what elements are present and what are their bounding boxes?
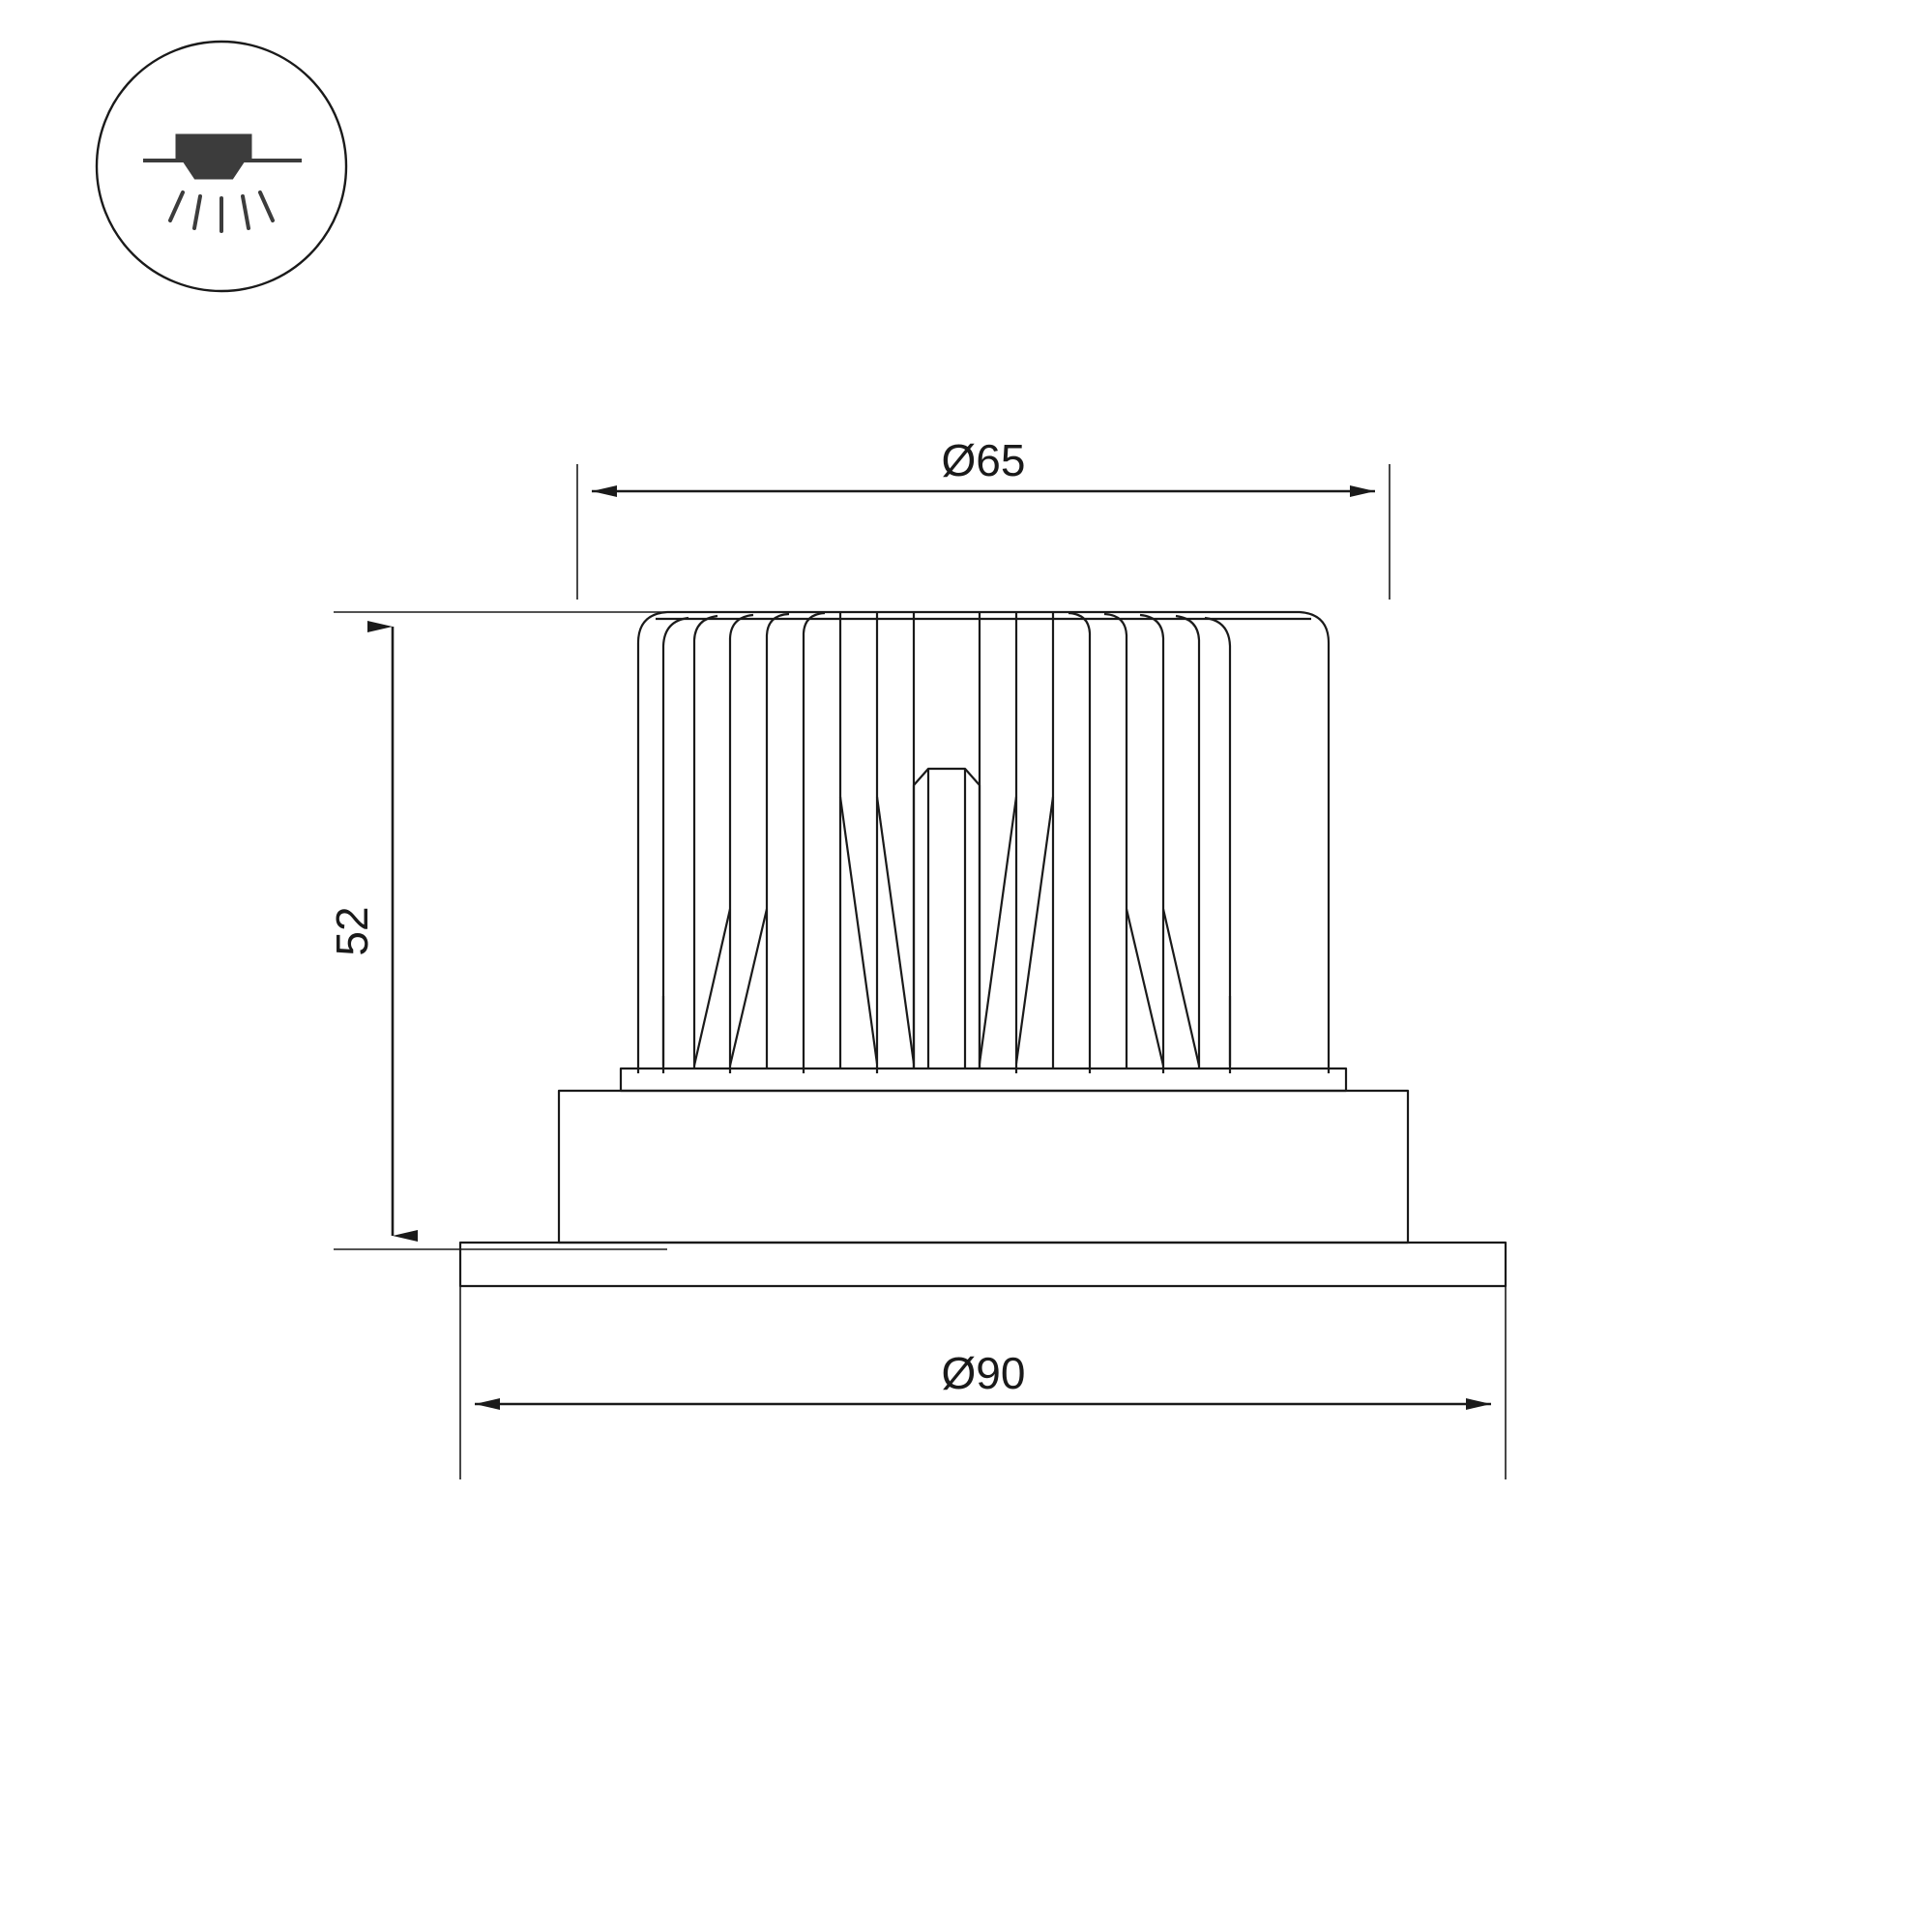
heatsink-outline <box>638 612 1329 1073</box>
central-body <box>914 769 980 1068</box>
dimension-label-top: Ø65 <box>941 435 1026 485</box>
housing-can <box>559 1091 1408 1243</box>
dimension-label-height: 52 <box>327 906 377 956</box>
luminaire-front-view <box>460 612 1506 1286</box>
light-rays-icon <box>170 192 273 231</box>
inner-reflector-lines <box>840 797 1053 1064</box>
luminaire-reflector-icon <box>184 161 244 178</box>
extension-lines <box>334 464 1506 1479</box>
dimension-flange-diameter <box>475 1348 1491 1404</box>
fin-bracing-lines <box>663 909 1230 1066</box>
downlight-symbol-badge <box>97 42 346 291</box>
heatsink-fins <box>663 612 1230 1073</box>
luminaire-body-icon <box>177 135 250 161</box>
dimension-label-bottom: Ø90 <box>941 1348 1026 1398</box>
dimension-height <box>327 627 393 1236</box>
dimension-top-diameter <box>592 435 1375 491</box>
